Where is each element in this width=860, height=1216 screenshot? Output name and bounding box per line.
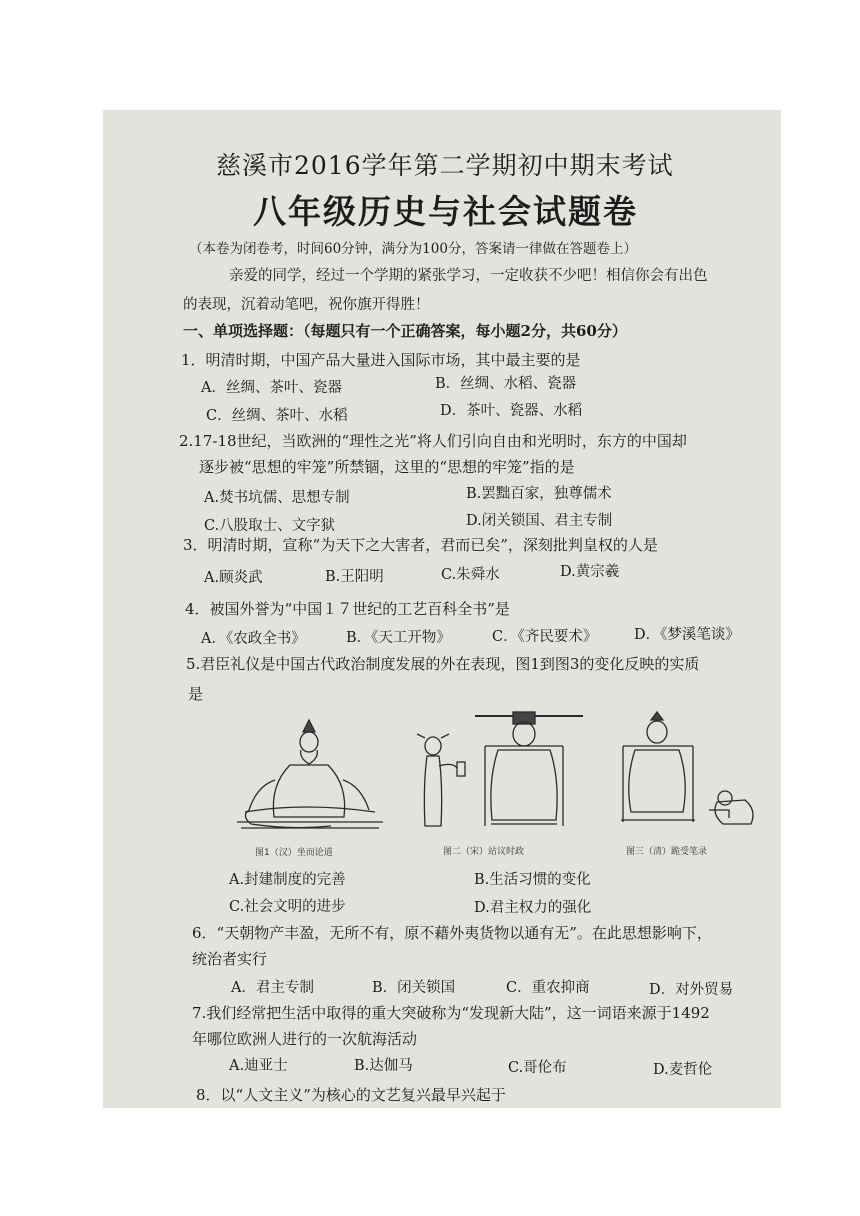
question-7-stem-line-2: 年哪位欧洲人进行的一次航海活动 (192, 1030, 418, 1048)
greeting-line-2: 的表现，沉着动笔吧，祝你旗开得胜！ (183, 297, 430, 313)
question-1-option-d: D．茶叶、瓷器、水稻 (440, 403, 583, 419)
exam-paper-photo (103, 110, 781, 1108)
question-6-option-d: D．对外贸易 (649, 982, 734, 998)
question-3-option-c: C.朱舜水 (441, 567, 500, 583)
question-5-option-a: A.封建制度的完善 (229, 872, 346, 888)
question-4-option-c: C．《齐民要术》 (492, 629, 598, 645)
exam-notice: （本卷为闭卷考，时间60分钟，满分为100分，答案请一律做在答题卷上） (189, 241, 637, 257)
question-3-option-b: B.王阳明 (325, 569, 384, 585)
question-4-stem: 4．被国外誉为“中国１７世纪的工艺百科全书”是 (185, 600, 510, 618)
question-2-option-d: D.闭关锁国、君主专制 (466, 513, 613, 529)
question-5-stem-line-2: 是 (188, 685, 204, 703)
question-8-stem: 8．以“人文主义”为核心的文艺复兴最早兴起于 (196, 1086, 506, 1104)
question-3-option-d: D.黄宗羲 (560, 564, 620, 580)
question-7-option-d: D.麦哲伦 (653, 1062, 713, 1078)
question-4-option-d: D．《梦溪笔谈》 (634, 627, 740, 643)
section-heading: 一、单项选择题：（每题只有一个正确答案，每小题2分，共60分） (183, 322, 627, 340)
figure-3-caption: 图三（清）跪受笔录 (626, 847, 708, 857)
figure-1-han-illustration (235, 710, 385, 840)
question-6-option-a: A．君主专制 (231, 980, 314, 996)
question-7-option-c: C.哥伦布 (508, 1060, 567, 1076)
question-5-option-c: C.社会文明的进步 (229, 899, 346, 915)
question-2-stem-line-2: 逐步被“思想的牢笼”所禁锢，这里的“思想的牢笼”指的是 (199, 458, 575, 476)
question-6-option-c: C．重农抑商 (506, 980, 590, 996)
figure-2-song-illustration (413, 706, 583, 836)
question-7-option-b: B.达伽马 (354, 1058, 413, 1074)
figure-1-caption: 图1（汉）坐而论道 (255, 848, 333, 858)
question-4-option-b: B．《天工开物》 (346, 630, 451, 646)
question-1-option-b: B．丝绸、水稻、瓷器 (435, 376, 577, 392)
question-5-option-d: D.君主权力的强化 (474, 900, 592, 916)
question-6-stem-line-2: 统治者实行 (192, 950, 268, 968)
exam-subtitle: 八年级历史与社会试题卷 (253, 192, 638, 231)
question-4-option-a: A．《农政全书》 (201, 631, 306, 647)
question-1-stem: 1．明清时期，中国产品大量进入国际市场，其中最主要的是 (181, 351, 581, 369)
question-5-option-b: B.生活习惯的变化 (474, 872, 591, 888)
question-1-option-a: A．丝绸、茶叶、瓷器 (201, 380, 342, 396)
question-6-option-b: B．闭关锁国 (372, 980, 456, 996)
question-7-stem-line-1: 7.我们经常把生活中取得的重大突破称为“发现新大陆”，这一词语来源于1492 (192, 1004, 710, 1022)
question-2-stem-line-1: 2.17-18世纪，当欧洲的“理性之光”将人们引向自由和光明时，东方的中国却 (179, 432, 687, 450)
question-3-stem: 3．明清时期，宣称“为天下之大害者，君而已矣”，深刻批判皇权的人是 (183, 536, 658, 554)
question-7-option-a: A.迪亚士 (229, 1058, 288, 1074)
greeting-line-1: 亲爱的同学，经过一个学期的紧张学习，一定收获不少吧！相信你会有出色 (229, 268, 708, 284)
question-5-stem-line-1: 5.君臣礼仪是中国古代政治制度发展的外在表现，图1到图3的变化反映的实质 (186, 655, 700, 673)
figure-3-qing-illustration (613, 706, 763, 836)
question-2-option-b: B.罢黜百家，独尊儒术 (466, 486, 612, 502)
figure-2-caption: 图二（宋）站议时政 (443, 847, 525, 857)
question-1-option-c: C．丝绸、茶叶、水稻 (206, 408, 348, 424)
exam-title: 慈溪市2016学年第二学期初中期末考试 (216, 151, 674, 180)
question-2-option-a: A.焚书坑儒、思想专制 (204, 490, 350, 506)
question-2-option-c: C.八股取士、文字狱 (204, 518, 336, 534)
question-6-stem-line-1: 6．“天朝物产丰盈，无所不有，原不藉外夷货物以通有无”。在此思想影响下， (192, 924, 712, 942)
question-3-option-a: A.顾炎武 (204, 570, 263, 586)
